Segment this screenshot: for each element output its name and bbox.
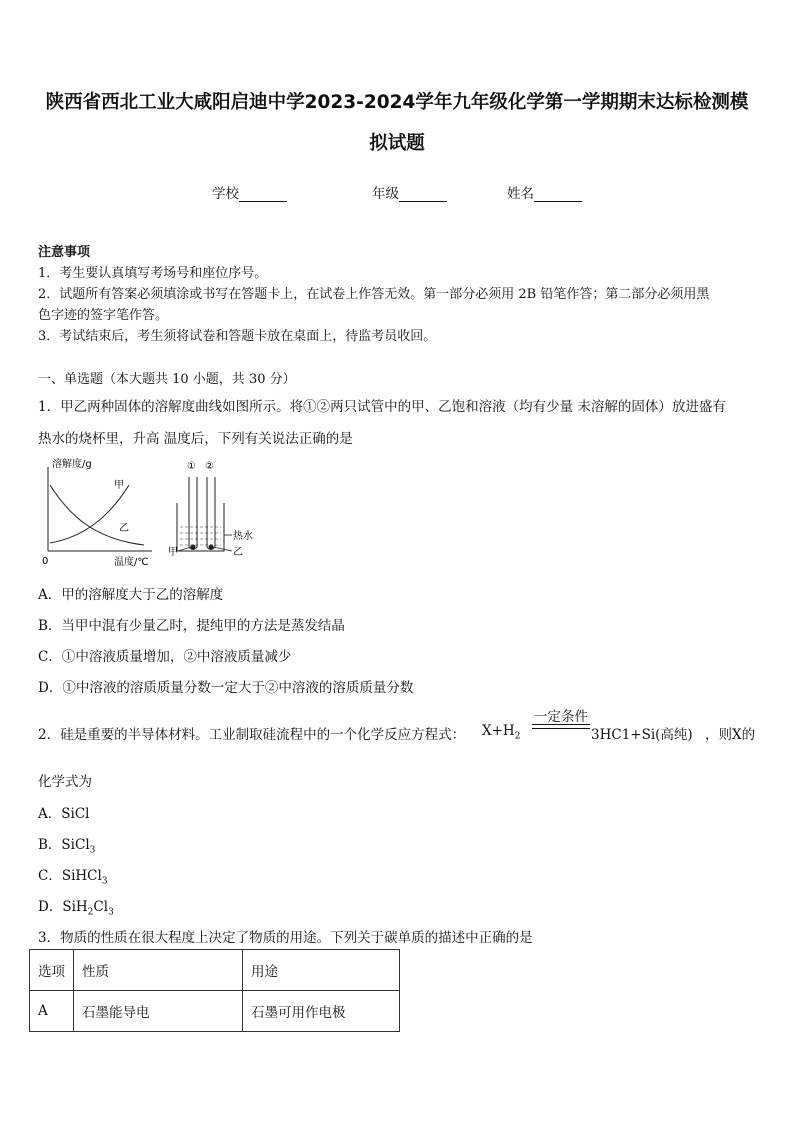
left-label: 甲 xyxy=(168,547,178,558)
option-text: D．SiH xyxy=(38,899,88,915)
tube-2 xyxy=(207,477,215,550)
option-text: C．SiHCl xyxy=(38,868,102,884)
table-header-row xyxy=(30,950,400,991)
name-blank xyxy=(534,187,582,202)
page-title-line2: 拟试题 xyxy=(369,133,425,154)
tube-1 xyxy=(189,477,197,550)
grade-blank xyxy=(399,187,447,202)
option-sub: 2 xyxy=(87,907,94,918)
solid-b xyxy=(209,545,214,550)
right-pointer xyxy=(213,547,232,551)
tube1-label: ① xyxy=(187,461,196,472)
q1-figure xyxy=(34,455,264,573)
eq-condition: 一定条件 xyxy=(534,709,588,725)
notes-item: 2．试题所有答案必须填涂或书写在答题卡上，在试卷上作答无效。第一部分必须用 2B 铅笔作答；第二部分必须用黑 xyxy=(38,287,710,302)
notes-heading: 注意事项 xyxy=(38,245,91,260)
q1-option-c: C．①中溶液质量增加，②中溶液质量减少 xyxy=(38,649,292,665)
eq-left-sub: 2 xyxy=(514,731,521,742)
school-label: 学校 xyxy=(212,186,239,202)
option-sub: 3 xyxy=(101,876,108,887)
option-sub: 3 xyxy=(89,845,96,856)
curve-a xyxy=(50,485,129,543)
q2-option-a xyxy=(38,802,89,822)
q2-stem-prefix: 2．硅是重要的半导体材料。工业制取硅流程中的一个化学反应方程式： xyxy=(38,727,466,743)
notes-item: 1．考生要认真填写考场号和座位序号。 xyxy=(38,266,268,281)
table-header-cell: 性质 xyxy=(74,950,243,991)
eq-left: X+H xyxy=(482,723,515,739)
q1-option-b: B．当甲中混有少量乙时，提纯甲的方法是蒸发结晶 xyxy=(38,618,345,634)
q2-stem-line2: 化学式为 xyxy=(38,774,92,790)
solid-a xyxy=(191,545,196,550)
school-field xyxy=(212,182,287,202)
left-pointer xyxy=(178,547,191,551)
notes-item: 3．考试结束后，考生须将试卷和答题卡放在桌面上，待监考员收回。 xyxy=(38,329,437,344)
grade-field xyxy=(372,182,447,202)
table-cell: 石墨能导电 xyxy=(74,991,243,1032)
water-label: 热水 xyxy=(233,531,253,542)
q1-stem-line1: 1．甲乙两种固体的溶解度曲线如图所示。将①②两只试管中的甲、乙饱和溶液（均有少量 未溶解的固体）放进盛有 xyxy=(38,399,726,415)
section-heading: 一、单选题（本大题共 10 小题，共 30 分） xyxy=(38,372,296,387)
name-label: 姓名 xyxy=(507,186,534,202)
table-cell: A xyxy=(30,991,74,1032)
graph-xlabel: 温度/℃ xyxy=(114,557,149,568)
graph-origin: 0 xyxy=(42,556,49,567)
name-field xyxy=(507,182,582,202)
option-mid: Cl xyxy=(93,899,109,915)
q1-option-d: D．①中溶液的溶质质量分数一定大于②中溶液的溶质质量分数 xyxy=(38,680,414,696)
graph-ylabel: 溶解度/g xyxy=(52,459,92,470)
q2-option-c xyxy=(38,864,108,887)
q2-option-d xyxy=(38,895,114,918)
notes-item: 色字迹的签字笔作答。 xyxy=(38,308,169,323)
q2-option-b xyxy=(38,833,95,856)
eq-right: 3HC1+Si(高纯) xyxy=(591,727,693,743)
option-text: B．SiCl xyxy=(38,837,90,853)
curve-b xyxy=(50,485,144,545)
eq-double-line xyxy=(532,724,590,729)
table-header-cell: 用途 xyxy=(243,950,400,991)
table-row xyxy=(30,991,400,1032)
right-label: 乙 xyxy=(233,547,243,558)
grade-label: 年级 xyxy=(372,186,399,202)
option-text: A．SiCl xyxy=(38,806,90,822)
page-title-line1: 陕西省西北工业大咸阳启迪中学2023-2024学年九年级化学第一学期期末达标检测模 xyxy=(45,92,749,113)
table-cell: 石墨可用作电极 xyxy=(243,991,400,1032)
q1-option-a: A．甲的溶解度大于乙的溶解度 xyxy=(38,587,224,603)
q3-table xyxy=(29,949,400,1032)
curve-a-label: 甲 xyxy=(114,480,124,491)
school-blank xyxy=(239,187,287,202)
q2-stem-suffix: ，则X的 xyxy=(705,727,756,743)
curve-b-label: 乙 xyxy=(119,523,129,534)
q2-equation-left xyxy=(482,723,520,742)
q1-stem-line2: 热水的烧杯里，升高 温度后，下列有关说法正确的是 xyxy=(38,431,353,447)
q3-stem: 3．物质的性质在很大程度上决定了物质的用途。下列关于碳单质的描述中正确的是 xyxy=(38,930,533,946)
tube2-label: ② xyxy=(205,461,214,472)
table-header-cell: 选项 xyxy=(30,950,74,991)
option-sub: 3 xyxy=(108,907,114,918)
